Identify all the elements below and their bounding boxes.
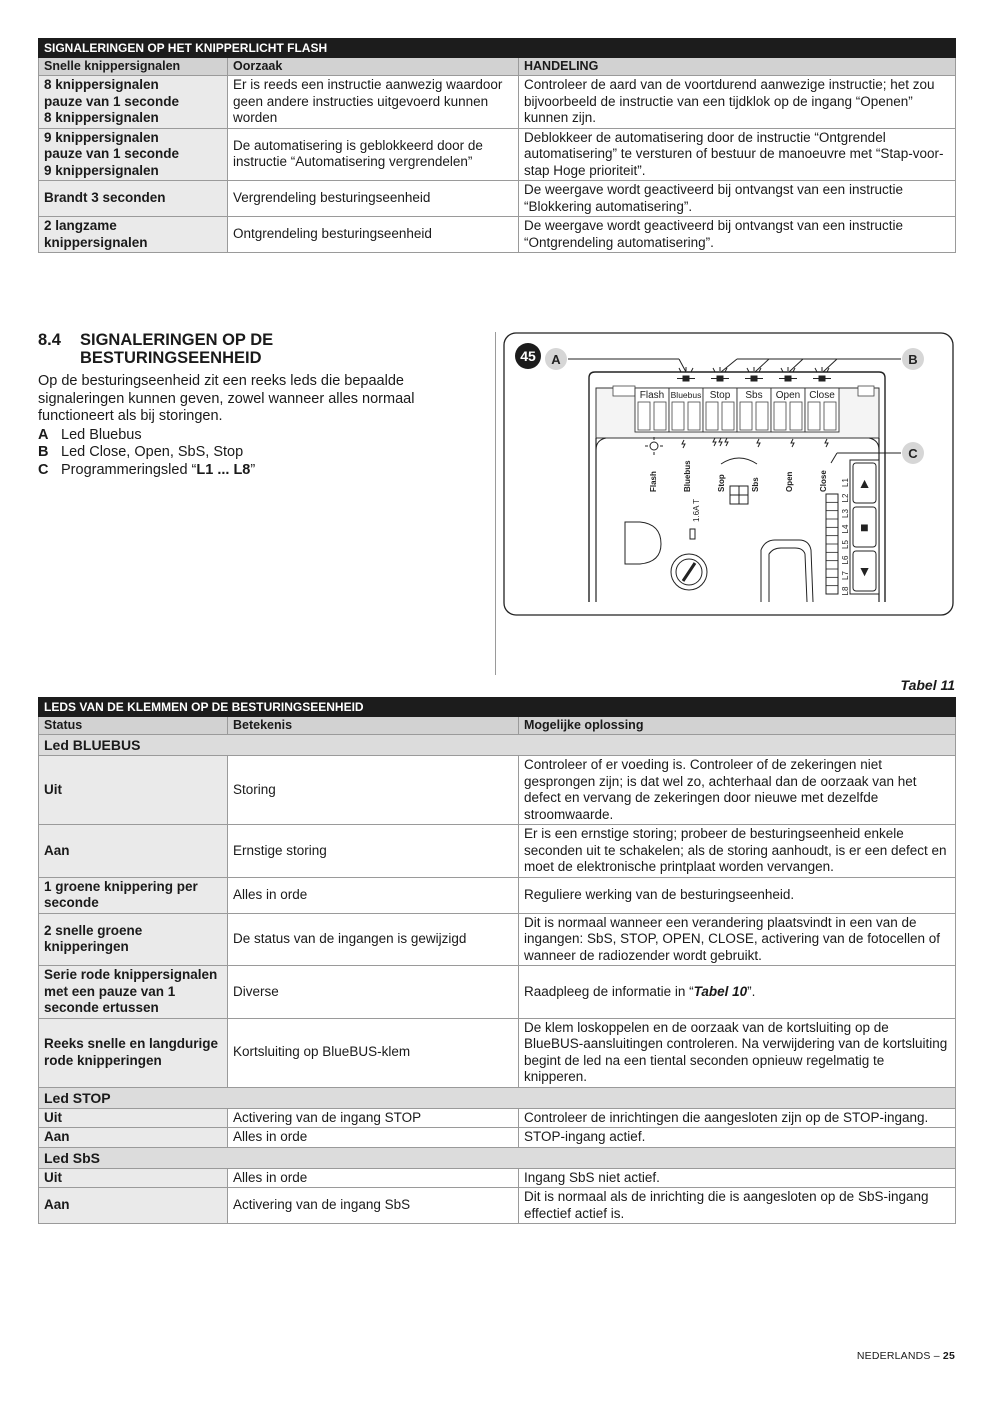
- cause-cell: Vergrendeling besturingseenheid: [228, 181, 519, 217]
- solution-cell: Reguliere werking van de besturingseenheid.: [519, 877, 956, 913]
- status-cell: Reeks snelle en langdurige rode knipperingen: [39, 1018, 228, 1087]
- terminal-screw: [688, 402, 700, 430]
- terminal-label: Bluebus: [670, 390, 702, 400]
- action-cell: Controleer de aard van de voortdurend aanwezige instructie; het zou bijvoorbeeld de instructie van een tijdklok op de ingang “Openen” kunnen zijn.: [519, 76, 956, 129]
- status-cell: Uit: [39, 756, 228, 825]
- solution-cell: Ingang SbS niet actief.: [519, 1168, 956, 1188]
- section-body: [38, 373, 490, 479]
- solution-cell: Dit is normaal wanneer een verandering plaatsvindt in een van de ingangen: SbS, STOP, OPEN, CLOSE, activering van de fotocellen of wanneer de radiozender wordt gebruikt.: [519, 913, 956, 966]
- legend-item-b: B Led Close, Open, SbS, Stop: [38, 444, 244, 460]
- board-label: Bluebus: [683, 460, 692, 492]
- up-arrow-icon: ▲: [857, 475, 872, 491]
- programming-led-label: L2: [841, 493, 850, 503]
- group-row: [39, 735, 956, 756]
- meaning-cell: Storing: [228, 756, 519, 825]
- board-label: Flash: [649, 471, 658, 492]
- signal-cell: 8 knippersignalen pauze van 1 seconde 8 knippersignalen: [39, 76, 228, 129]
- table-row: [39, 1168, 956, 1188]
- meaning-cell: Alles in orde: [228, 1168, 519, 1188]
- solution-cell: Controleer of er voeding is. Controleer of de zekeringen niet gesprongen zijn; is dat wel zo, achterhaal dan de oorzaak van het defect en vervang de zekeringen door nieuwe met dezelfde stroomwaarde.: [519, 756, 956, 825]
- terminal-screw: [654, 402, 666, 430]
- programming-led-label: L3: [841, 509, 850, 518]
- table-row: [39, 1188, 956, 1224]
- footer-language: NEDERLANDS –: [856, 1350, 943, 1362]
- section-paragraph: Op de besturingseenheid zit een reeks leds die bepaalde signaleringen kunnen geven, zowel wanneer alles normaal functioneert als bij storingen.: [38, 373, 415, 424]
- section-title-line-2: BESTURINGSEENHEID: [80, 349, 262, 367]
- table-row: [39, 966, 956, 1019]
- table-caption: SIGNALERINGEN OP HET KNIPPERLICHT FLASH: [39, 39, 956, 58]
- section-heading: [38, 331, 273, 367]
- table-number-label: Tabel 11: [900, 677, 955, 693]
- group-row: [39, 1087, 956, 1108]
- table-row: [39, 756, 956, 825]
- programming-led-label: L5: [841, 540, 850, 549]
- callout-a: A: [551, 352, 561, 367]
- signal-cell: Brandt 3 seconden: [39, 181, 228, 217]
- group-row: [39, 1147, 956, 1168]
- table-row: [39, 877, 956, 913]
- down-arrow-icon: ▼: [857, 563, 872, 579]
- fuse-label: 1.6A T: [692, 499, 701, 522]
- solution-cell: Er is een ernstige storing; probeer de besturingseenheid enkele seconden uit te schakelen; als de storing aanhoudt, is er een defect en moet de elektronische printplaat worden vervangen.: [519, 825, 956, 878]
- group-title: Led BLUEBUS: [39, 735, 956, 756]
- column-header: Snelle knippersignalen: [39, 58, 228, 76]
- section-number: 8.4: [38, 331, 61, 349]
- terminal-screw: [672, 402, 684, 430]
- table-row: [39, 76, 956, 129]
- meaning-cell: Activering van de ingang SbS: [228, 1188, 519, 1224]
- programming-led-label: L1: [841, 478, 850, 487]
- meaning-cell: Activering van de ingang STOP: [228, 1108, 519, 1128]
- solution-cell: STOP-ingang actief.: [519, 1128, 956, 1148]
- signal-cell: 2 langzame knippersignalen: [39, 217, 228, 253]
- solution-cell: De klem loskoppelen en de oorzaak van de kortsluiting op de BlueBUS-aansluitingen controleren. Na verwijdering van de kortsluiting begint de led na een tiental seconden opnieuw regelmatig te knipperen.: [519, 1018, 956, 1087]
- terminal-label: Close: [809, 390, 835, 401]
- action-cell: De weergave wordt geactiveerd bij ontvangst van een instructie “Ontgrendeling automatisering”.: [519, 217, 956, 253]
- board-label: Stop: [717, 474, 726, 492]
- programming-led-label: L4: [841, 524, 850, 534]
- status-cell: Serie rode knippersignalen met een pauze van 1 seconde ertussen: [39, 966, 228, 1019]
- meaning-cell: Kortsluiting op BlueBUS-klem: [228, 1018, 519, 1087]
- legend-item-c: C Programmeringsled “L1 ... L8”: [38, 461, 256, 478]
- action-cell: De weergave wordt geactiveerd bij ontvangst van een instructie “Blokkering automatisering”.: [519, 181, 956, 217]
- board-label: Sbs: [751, 477, 760, 492]
- column-divider: [495, 332, 496, 675]
- table-caption: LEDS VAN DE KLEMMEN OP DE BESTURINGSEENHEID: [39, 698, 956, 717]
- table-row: [39, 128, 956, 181]
- cause-cell: Ontgrendeling besturingseenheid: [228, 217, 519, 253]
- terminal-screw: [808, 402, 820, 430]
- cause-cell: Er is reeds een instructie aanwezig waardoor geen andere instructies uitgevoerd kunnen worden: [228, 76, 519, 129]
- terminal-label: Sbs: [745, 390, 763, 401]
- programming-led-label: L6: [841, 555, 850, 565]
- status-cell: Aan: [39, 1188, 228, 1224]
- cause-cell: De automatisering is geblokkeerd door de instructie “Automatisering vergrendelen”: [228, 128, 519, 181]
- meaning-cell: Diverse: [228, 966, 519, 1019]
- flash-signals-table: [38, 38, 956, 253]
- section-title-line-1: SIGNALERINGEN OP DE: [80, 331, 274, 349]
- stop-square-icon: ■: [860, 519, 869, 535]
- page-number: 25: [942, 1350, 955, 1362]
- meaning-cell: Ernstige storing: [228, 825, 519, 878]
- figure-legend: [38, 427, 490, 480]
- callout-b: B: [908, 352, 918, 367]
- meaning-cell: Alles in orde: [228, 877, 519, 913]
- table-row: [39, 913, 956, 966]
- terminal-screw: [790, 402, 802, 430]
- terminal-label: Flash: [639, 390, 665, 401]
- signal-cell: 9 knippersignalen pauze van 1 seconde 9 knippersignalen: [39, 128, 228, 181]
- meaning-cell: Alles in orde: [228, 1128, 519, 1148]
- programming-led-label: L8: [841, 586, 850, 596]
- table-row: [39, 181, 956, 217]
- column-header: Status: [39, 717, 228, 735]
- terminal-screw: [706, 402, 718, 430]
- terminal-screw: [722, 402, 734, 430]
- column-header: Mogelijke oplossing: [519, 717, 956, 735]
- status-cell: Uit: [39, 1168, 228, 1188]
- status-cell: Aan: [39, 1128, 228, 1148]
- group-title: Led STOP: [39, 1087, 956, 1108]
- terminal-screw: [638, 402, 650, 430]
- table-row: [39, 1108, 956, 1128]
- solution-cell: Raadpleeg de informatie in “Tabel 10”.: [519, 966, 956, 1019]
- action-cell: Deblokkeer de automatisering door de instructie “Ontgrendel automatisering” te versturen of bestuur de manoeuvre met “Stap-voor-stap Hoge prioriteit”.: [519, 128, 956, 181]
- status-cell: Uit: [39, 1108, 228, 1128]
- control-unit-figure: [503, 332, 954, 616]
- control-unit-diagram: [503, 332, 954, 616]
- page-footer: [857, 1350, 955, 1362]
- table-row: [39, 1128, 956, 1148]
- table-row: [39, 217, 956, 253]
- board-label: Close: [819, 470, 828, 492]
- terminal-screw: [740, 402, 752, 430]
- terminal-screw: [774, 402, 786, 430]
- table-row: [39, 1018, 956, 1087]
- terminal-label: Stop: [709, 390, 731, 401]
- status-cell: 2 snelle groene knipperingen: [39, 913, 228, 966]
- column-header: Oorzaak: [228, 58, 519, 76]
- programming-led-label: L7: [841, 571, 850, 580]
- meaning-cell: De status van de ingangen is gewijzigd: [228, 913, 519, 966]
- figure-number: 45: [520, 348, 536, 364]
- table-row: [39, 825, 956, 878]
- callout-c: C: [908, 446, 918, 461]
- column-header: HANDELING: [519, 58, 956, 76]
- terminal-screw: [756, 402, 768, 430]
- terminal-label: Open: [775, 390, 801, 401]
- group-title: Led SbS: [39, 1147, 956, 1168]
- solution-cell: Controleer de inrichtingen die aangesloten zijn op de STOP-ingang.: [519, 1108, 956, 1128]
- status-cell: Aan: [39, 825, 228, 878]
- terminal-leds-table: [38, 697, 956, 1224]
- column-header: Betekenis: [228, 717, 519, 735]
- legend-item-a: A Led Bluebus: [38, 426, 142, 443]
- terminal-screw: [824, 402, 836, 430]
- solution-cell: Dit is normaal als de inrichting die is aangesloten op de SbS-ingang effectief actief is.: [519, 1188, 956, 1224]
- board-label: Open: [785, 471, 794, 492]
- status-cell: 1 groene knippering per seconde: [39, 877, 228, 913]
